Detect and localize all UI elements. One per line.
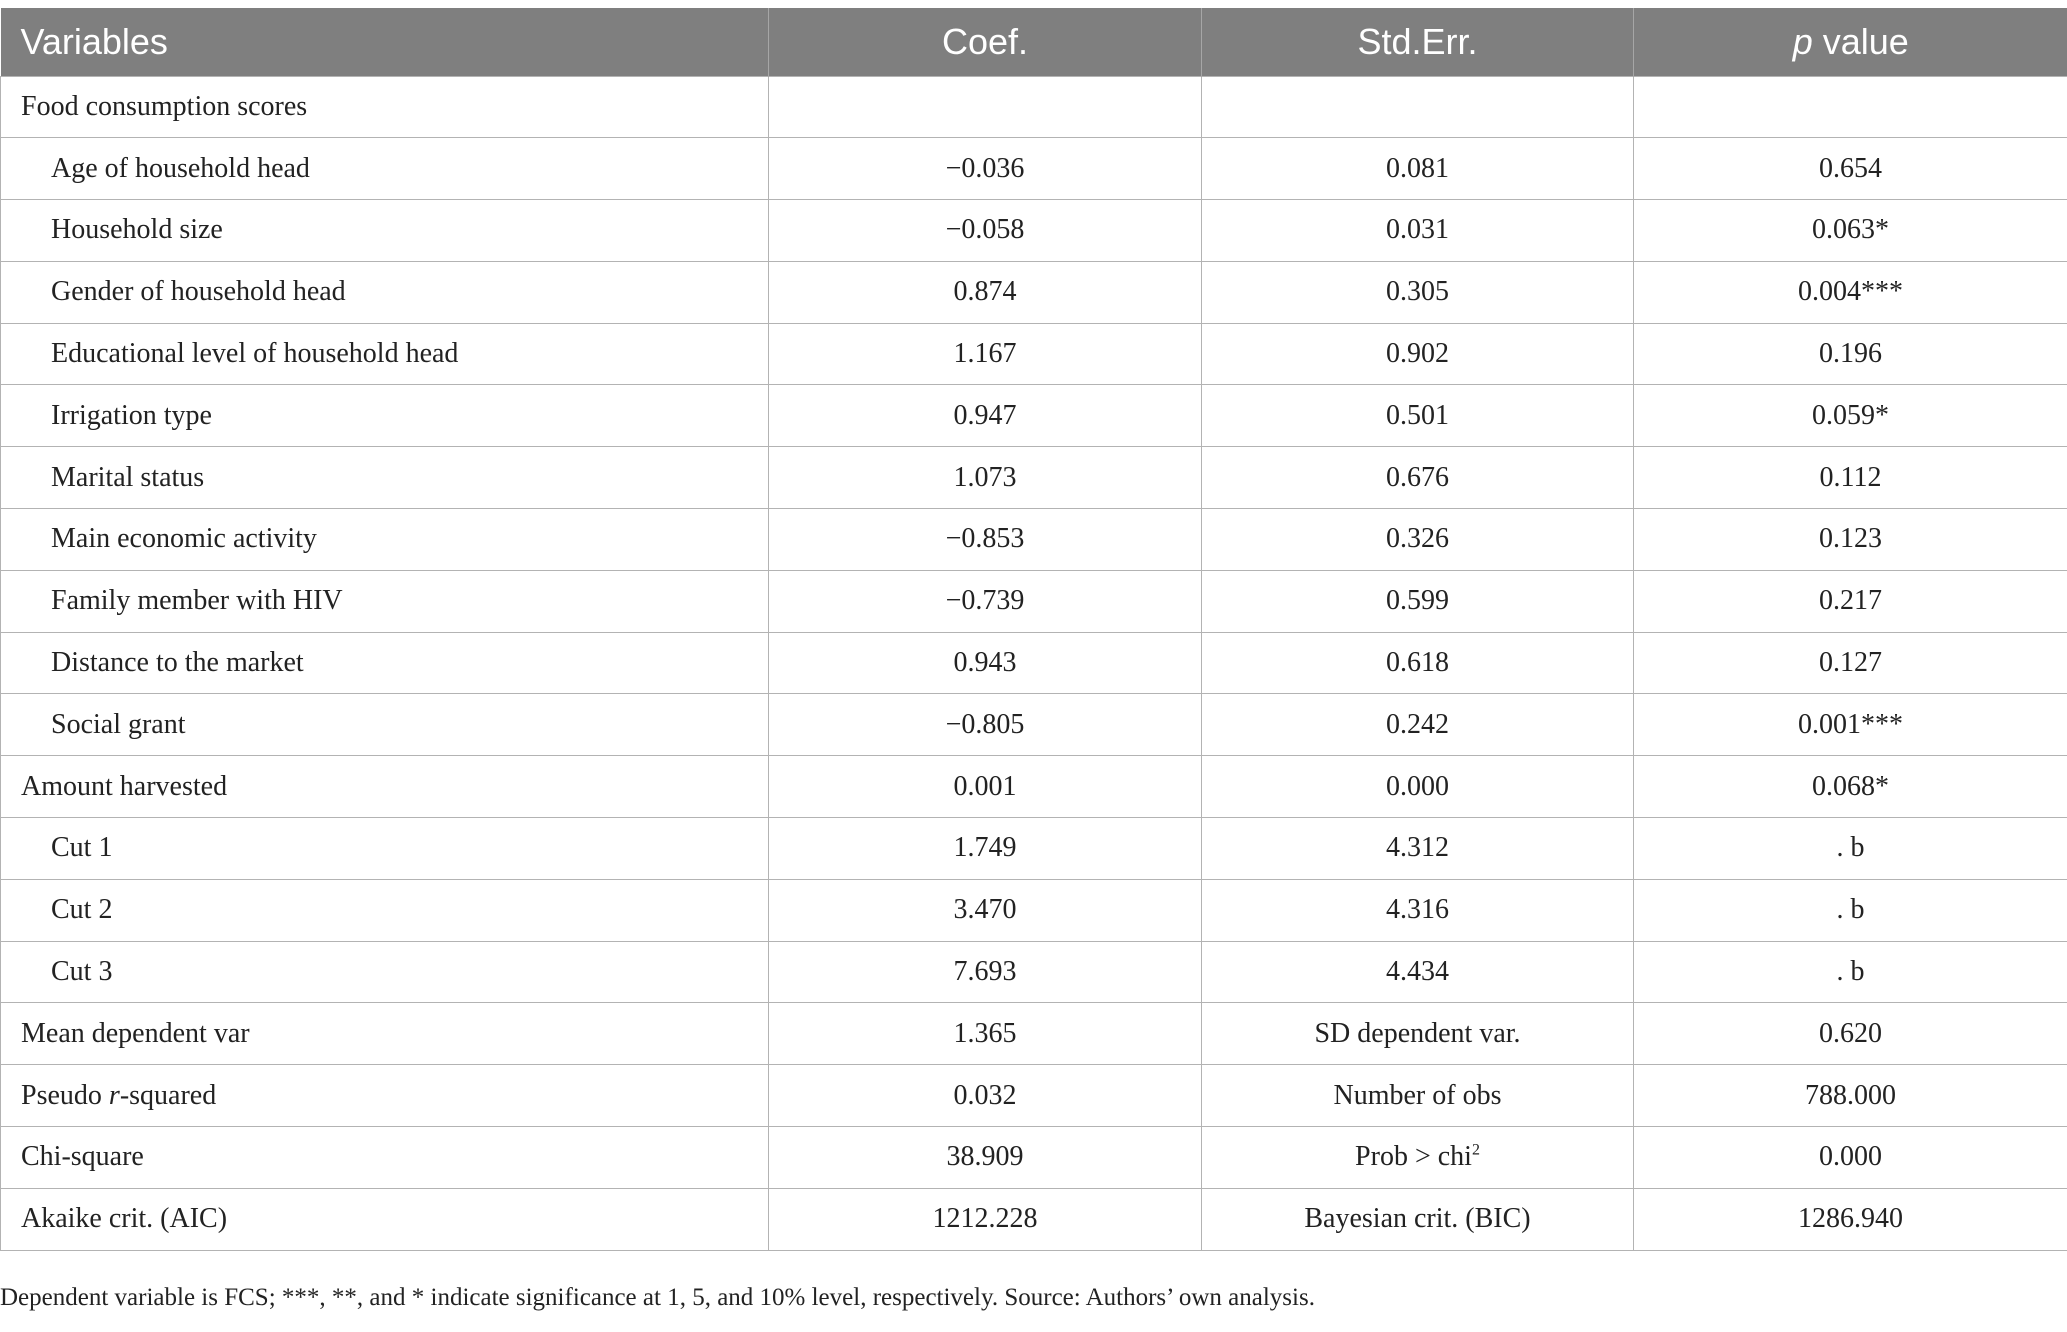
std-err-value: 0.031 <box>1202 200 1634 262</box>
header-row <box>1 8 2067 76</box>
table-row <box>1 570 2067 632</box>
stat-label: SD dependent var. <box>1202 1003 1634 1065</box>
p-value: 0.196 <box>1634 323 2067 385</box>
variable-name: Cut 3 <box>1 941 769 1003</box>
coef-value: 1.073 <box>769 447 1202 509</box>
table-row <box>1 138 2067 200</box>
stat-value: 1286.940 <box>1634 1188 2067 1250</box>
stats-row-chi <box>1 1127 2067 1189</box>
variable-name: Household size <box>1 200 769 262</box>
regression-table <box>0 8 2067 1251</box>
variable-name: Amount harvested <box>1 756 769 818</box>
stat-value: 1212.228 <box>769 1188 1202 1250</box>
p-value: . b <box>1634 818 2067 880</box>
table-row <box>1 323 2067 385</box>
variable-name: Cut 1 <box>1 818 769 880</box>
variable-name: Food consumption scores <box>1 76 769 138</box>
variable-name: Distance to the market <box>1 632 769 694</box>
coef-value: −0.805 <box>769 694 1202 756</box>
std-err-value: 0.326 <box>1202 509 1634 571</box>
variable-name: Social grant <box>1 694 769 756</box>
std-err-value <box>1202 76 1634 138</box>
stat-label: Bayesian crit. (BIC) <box>1202 1188 1634 1250</box>
std-err-value: 0.305 <box>1202 261 1634 323</box>
stat-value: 0.032 <box>769 1065 1202 1127</box>
p-value: 0.112 <box>1634 447 2067 509</box>
std-err-value: 0.501 <box>1202 385 1634 447</box>
table-row <box>1 879 2067 941</box>
header-p-rest: value <box>1812 20 1909 62</box>
std-err-value: 0.599 <box>1202 570 1634 632</box>
std-err-value: 4.316 <box>1202 879 1634 941</box>
table-row <box>1 694 2067 756</box>
table-row <box>1 76 2067 138</box>
stat-label-part: Prob > chi <box>1355 1141 1472 1173</box>
variable-name: Cut 2 <box>1 879 769 941</box>
p-value: 0.004*** <box>1634 261 2067 323</box>
coef-value: 0.947 <box>769 385 1202 447</box>
table-row <box>1 941 2067 1003</box>
stat-label: Akaike crit. (AIC) <box>1 1188 769 1250</box>
p-value: 0.001*** <box>1634 694 2067 756</box>
table-row <box>1 385 2067 447</box>
stat-label <box>1202 1127 1634 1189</box>
table-footnote: Dependent variable is FCS; ***, **, and * indicate significance at 1, 5, and 10% level, respectively. Source: Authors’ own analysis. <box>0 1284 1315 1311</box>
variable-name: Irrigation type <box>1 385 769 447</box>
variable-name: Family member with HIV <box>1 570 769 632</box>
stats-row-aic <box>1 1188 2067 1250</box>
p-value: 0.654 <box>1634 138 2067 200</box>
std-err-value: 0.676 <box>1202 447 1634 509</box>
std-err-value: 0.618 <box>1202 632 1634 694</box>
header-p-value <box>1634 8 2067 76</box>
stat-value: 0.620 <box>1634 1003 2067 1065</box>
p-value: 0.068* <box>1634 756 2067 818</box>
stat-label-part: Pseudo <box>21 1079 109 1111</box>
table-row <box>1 509 2067 571</box>
p-value: 0.123 <box>1634 509 2067 571</box>
std-err-value: 0.902 <box>1202 323 1634 385</box>
variable-name: Gender of household head <box>1 261 769 323</box>
variable-name: Marital status <box>1 447 769 509</box>
coef-value: 1.749 <box>769 818 1202 880</box>
p-value: 0.063* <box>1634 200 2067 262</box>
table-body <box>1 76 2067 1250</box>
table-header <box>1 8 2067 76</box>
p-value: . b <box>1634 941 2067 1003</box>
stat-label: Chi-square <box>1 1127 769 1189</box>
table-row <box>1 200 2067 262</box>
std-err-value: 0.000 <box>1202 756 1634 818</box>
p-value: . b <box>1634 879 2067 941</box>
coef-value: 7.693 <box>769 941 1202 1003</box>
coef-value: 0.943 <box>769 632 1202 694</box>
header-variables: Variables <box>1 8 769 76</box>
variable-name: Main economic activity <box>1 509 769 571</box>
table-row <box>1 756 2067 818</box>
std-err-value: 4.312 <box>1202 818 1634 880</box>
stat-label: Mean dependent var <box>1 1003 769 1065</box>
p-value: 0.217 <box>1634 570 2067 632</box>
stat-value: 788.000 <box>1634 1065 2067 1127</box>
p-value: 0.059* <box>1634 385 2067 447</box>
stat-value: 38.909 <box>769 1127 1202 1189</box>
stats-row-mean <box>1 1003 2067 1065</box>
header-p-italic: p <box>1792 20 1813 62</box>
coef-value: −0.853 <box>769 509 1202 571</box>
std-err-value: 0.242 <box>1202 694 1634 756</box>
table-row <box>1 632 2067 694</box>
p-value: 0.127 <box>1634 632 2067 694</box>
coef-value: 0.874 <box>769 261 1202 323</box>
coef-value <box>769 76 1202 138</box>
variable-name: Age of household head <box>1 138 769 200</box>
p-value <box>1634 76 2067 138</box>
coef-value: 1.167 <box>769 323 1202 385</box>
stat-label-italic: r <box>108 1079 120 1111</box>
std-err-value: 0.081 <box>1202 138 1634 200</box>
regression-table-container <box>0 8 2067 1251</box>
stat-label <box>1 1065 769 1127</box>
header-std-err: Std.Err. <box>1202 8 1634 76</box>
std-err-value: 4.434 <box>1202 941 1634 1003</box>
coef-value: −0.058 <box>769 200 1202 262</box>
coef-value: −0.739 <box>769 570 1202 632</box>
variable-name: Educational level of household head <box>1 323 769 385</box>
coef-value: 0.001 <box>769 756 1202 818</box>
stat-value: 0.000 <box>1634 1127 2067 1189</box>
table-row <box>1 447 2067 509</box>
stat-label-part: -squared <box>119 1079 217 1111</box>
coef-value: 3.470 <box>769 879 1202 941</box>
stat-label-superscript: 2 <box>1471 1142 1480 1160</box>
stat-value: 1.365 <box>769 1003 1202 1065</box>
table-row <box>1 261 2067 323</box>
coef-value: −0.036 <box>769 138 1202 200</box>
table-row <box>1 818 2067 880</box>
header-coef: Coef. <box>769 8 1202 76</box>
stat-label: Number of obs <box>1202 1065 1634 1127</box>
stats-row-pseudo <box>1 1065 2067 1127</box>
